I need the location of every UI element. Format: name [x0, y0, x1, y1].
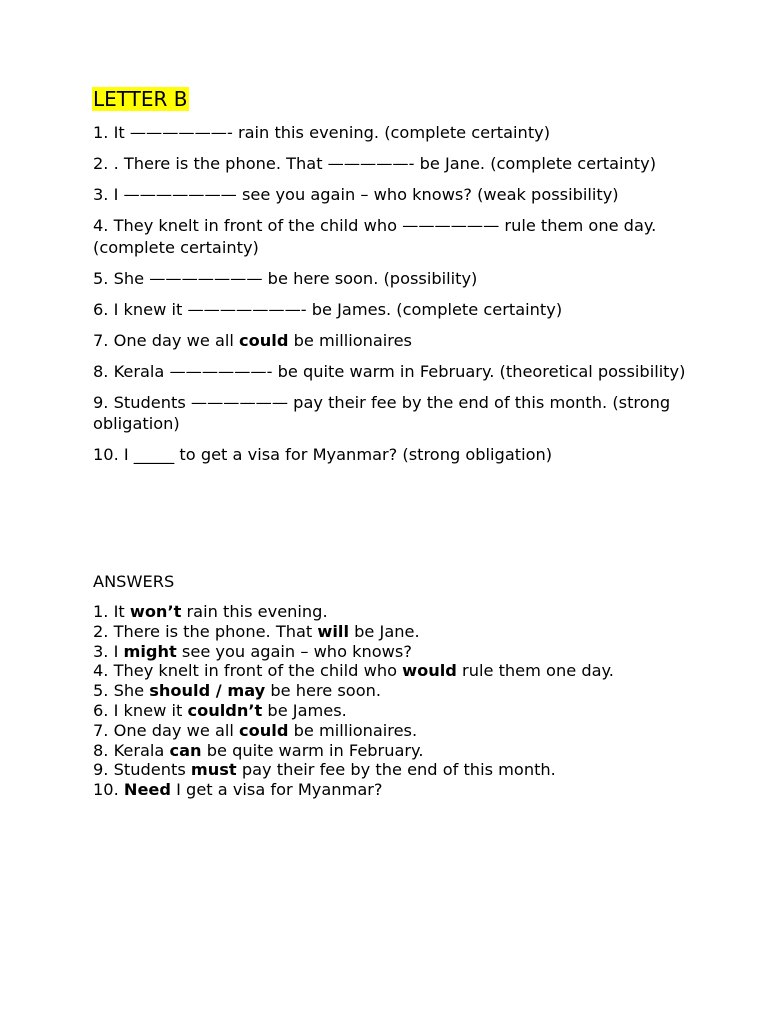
answer-text: 10.	[93, 780, 124, 800]
answer-text: 6. I knew it	[93, 700, 188, 720]
answer-bold: won’t	[129, 602, 182, 621]
answer-text-after: be millionaires.	[288, 720, 418, 740]
answer-text: 9. Students	[93, 760, 191, 780]
answer-text-after: pay their fee by the end of this month.	[236, 760, 556, 780]
answer-bold: could	[239, 720, 289, 740]
answer-text-after: be James.	[262, 700, 347, 720]
answer-bold: should / may	[149, 681, 266, 701]
question-text: 5. She ——————— be here soon. (possibility)	[93, 268, 478, 288]
question-text: 8. Kerala ——————- be quite warm in February. (theoretical possibility)	[93, 361, 686, 381]
answer-text: 7. One day we all	[93, 720, 240, 740]
answer-item	[93, 642, 693, 662]
question-text: 1. It ——————- rain this evening. (complete certainty)	[93, 123, 551, 142]
answer-item	[93, 741, 693, 761]
answer-text-after: rule them one day.	[456, 661, 614, 681]
answer-text-after: I get a visa for Myanmar?	[170, 780, 383, 800]
question-text: 6. I knew it ———————- be James. (complete certainty)	[93, 299, 563, 319]
answer-text: 8. Kerala	[93, 740, 170, 760]
answer-text-after: rain this evening.	[181, 602, 328, 621]
answer-text: 1. It	[93, 602, 130, 621]
answer-item	[93, 760, 693, 780]
question-text: 2. . There is the phone. That —————- be Jane. (complete certainty)	[93, 154, 657, 173]
page-heading: LETTER B	[93, 87, 188, 111]
answer-bold: might	[123, 641, 177, 661]
answer-item	[93, 721, 693, 741]
question-text: 4. They knelt in front of the child who —————— rule them one day. (complete certainty)	[93, 216, 657, 257]
question-item	[93, 330, 693, 352]
answer-item	[93, 661, 693, 681]
answer-text-after: be Jane.	[349, 621, 420, 641]
answers-title: ANSWERS	[93, 572, 175, 591]
answer-bold: can	[169, 740, 202, 760]
answer-item	[93, 780, 693, 800]
answer-item	[93, 602, 693, 622]
answer-text-after: see you again – who knows?	[176, 641, 412, 661]
question-item	[93, 122, 693, 144]
question-item	[93, 268, 693, 290]
answer-item	[93, 681, 693, 701]
question-item	[93, 299, 693, 321]
question-item	[93, 392, 693, 435]
question-text: 3. I ——————— see you again – who knows? (weak possibility)	[93, 185, 619, 204]
question-bold: could	[239, 330, 289, 350]
answer-item	[93, 701, 693, 721]
answer-list	[93, 602, 693, 800]
answer-bold: Need	[123, 780, 171, 800]
question-text: 10. I _____ to get a visa for Myanmar? (strong obligation)	[93, 445, 553, 464]
question-text: 7. One day we all	[93, 330, 240, 350]
answer-bold: would	[402, 661, 457, 681]
answer-bold: must	[190, 760, 237, 780]
question-item	[93, 215, 693, 258]
answer-text: 4. They knelt in front of the child who	[93, 661, 403, 681]
answer-text: 3. I	[93, 641, 124, 661]
answer-text: 2. There is the phone. That	[93, 621, 318, 641]
question-text-after: be millionaires	[288, 330, 412, 350]
question-text: 9. Students —————— pay their fee by the end of this month. (strong obligation)	[93, 392, 671, 433]
question-list	[93, 122, 693, 475]
answer-item	[93, 622, 693, 642]
answer-text-after: be here soon.	[265, 681, 381, 701]
question-item	[93, 184, 693, 206]
question-item	[93, 361, 693, 383]
answer-bold: couldn’t	[187, 700, 263, 720]
question-item	[93, 153, 693, 175]
answer-text-after: be quite warm in February.	[201, 740, 424, 760]
answer-bold: will	[317, 621, 350, 641]
question-item	[93, 444, 693, 466]
answer-text: 5. She	[93, 681, 150, 701]
